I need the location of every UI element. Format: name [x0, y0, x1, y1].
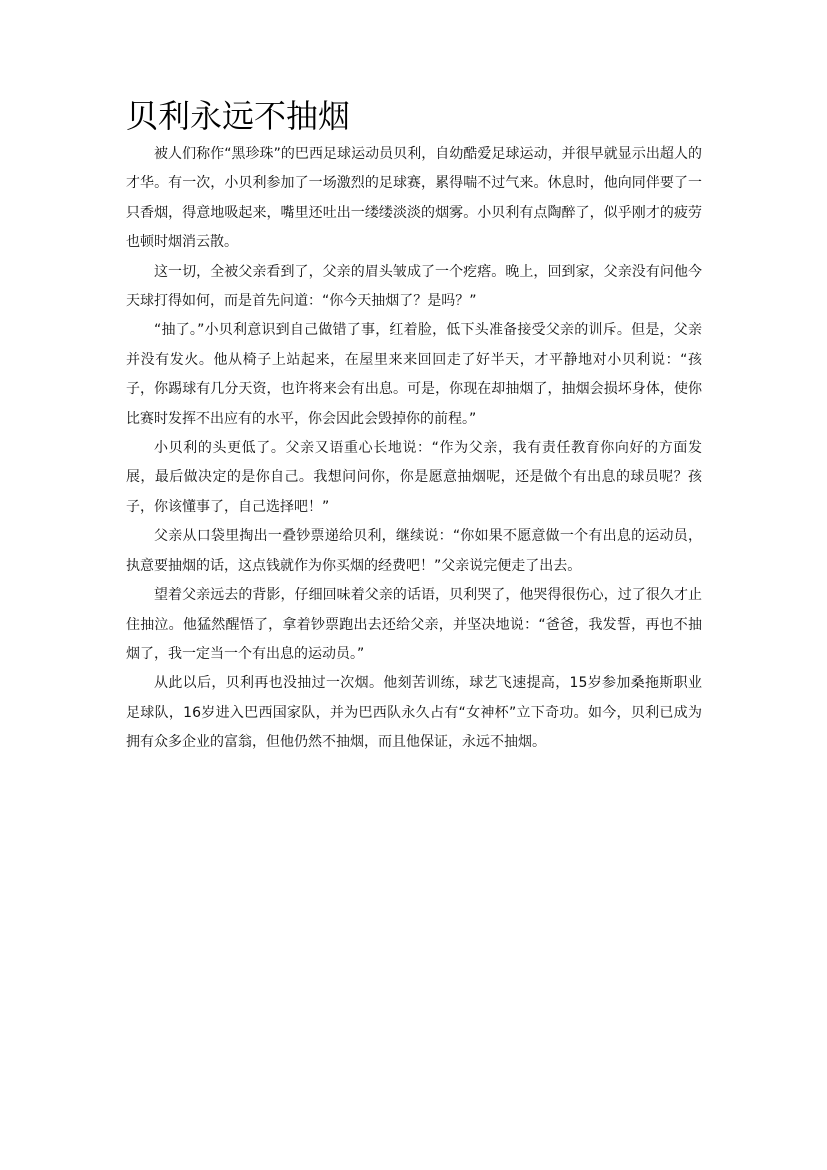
paragraph-5: 父亲从口袋里掏出一叠钞票递给贝利，继续说：“你如果不愿意做一个有出息的运动员，执意要抽烟的话，这点钱就作为你买烟的经费吧！”父亲说完便走了出去。: [126, 528, 702, 574]
article-title: 贝利永远不抽烟: [126, 97, 351, 135]
paragraph-3: “抽了。”小贝利意识到自己做错了事，红着脸，低下头准备接受父亲的训斥。但是，父亲并没有发火。他从椅子上站起来，在屋里来来回回走了好半天，才平静地对小贝利说：“孩子，你踢球有几分天资，也许将来会有出息。可是，你现在却抽烟了，抽烟会损坏身体，使你比赛时发挥不出应有的水平，你会因此会毁掉你的前程。”: [126, 322, 702, 427]
paragraph-6: 望着父亲远去的背影，仔细回味着父亲的话语，贝利哭了，他哭得很伤心，过了很久才止住抽泣。他猛然醒悟了，拿着钞票跑出去还给父亲，并坚决地说：“爸爸，我发誓，再也不抽烟了，我一定当一个有出息的运动员。”: [126, 587, 702, 662]
paragraph-1: 被人们称作“黑珍珠”的巴西足球运动员贝利，自幼酷爱足球运动，并很早就显示出超人的才华。有一次，小贝利参加了一场激烈的足球赛，累得喘不过气来。休息时，他向同伴要了一只香烟，得意地吸起来，嘴里还吐出一缕缕淡淡的烟雾。小贝利有点陶醉了，似乎刚才的疲劳也顿时烟消云散。: [126, 146, 702, 251]
paragraph-2: 这一切，全被父亲看到了，父亲的眉头皱成了一个疙瘩。晚上，回到家，父亲没有问他今天球打得如何，而是首先问道：“你今天抽烟了？是吗？”: [126, 263, 702, 310]
paragraph-7: 从此以后，贝利再也没抽过一次烟。他刻苦训练，球艺飞速提高，15岁参加桑拖斯职业足球队，16岁进入巴西国家队，并为巴西队永久占有“女神杯”立下奇功。如今，贝利已成为拥有众多企业的富翁，但他仍然不抽烟，而且他保证，永远不抽烟。: [126, 675, 702, 751]
paragraph-4: 小贝利的头更低了。父亲又语重心长地说：“作为父亲，我有责任教育你向好的方面发展，最后做决定的是你自己。我想问问你，你是愿意抽烟呢，还是做个有出息的球员呢？孩子，你该懂事了，自己选择吧！”: [126, 440, 702, 515]
article: [126, 92, 702, 758]
